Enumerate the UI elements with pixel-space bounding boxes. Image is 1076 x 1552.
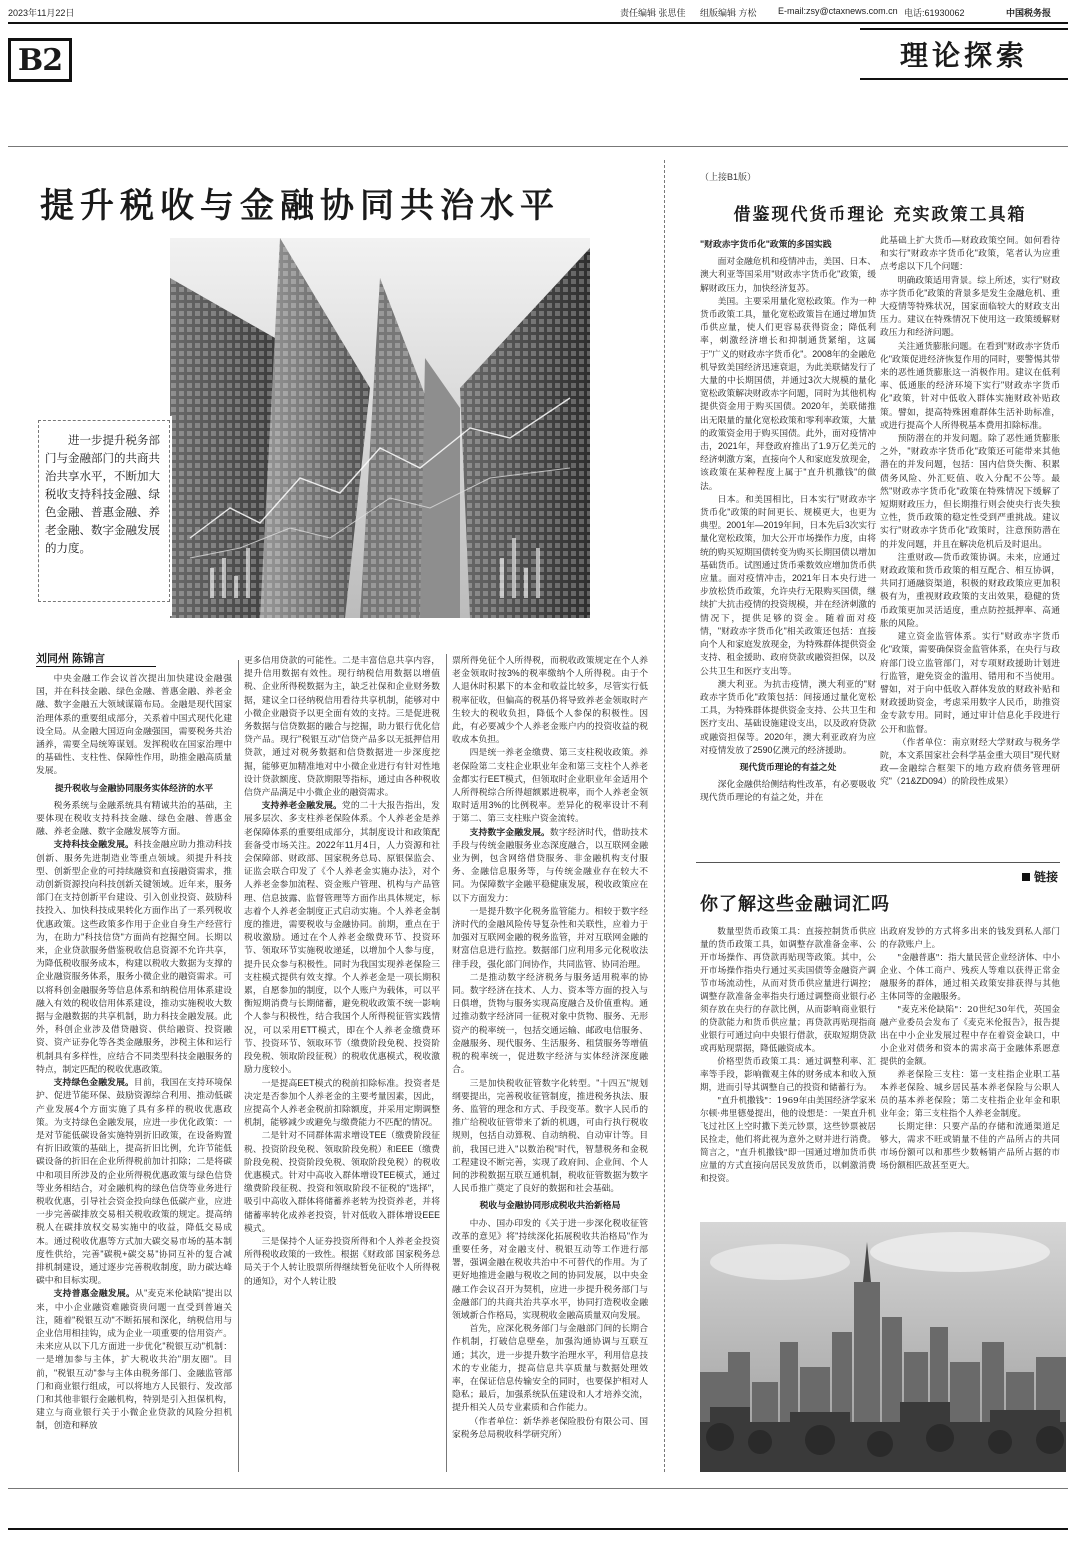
paragraph: 明确政策适用背景。综上所述，实行"财政赤字货币化"政策的背景多是发生金融危机、重大疫情等特殊状况，国家面临较大的财政支出压力。建议在特殊情况下使用这一政策缓解财政压力和经济问题。 <box>880 274 1060 338</box>
paragraph-lead: 支持养老金融发展。 <box>261 800 342 811</box>
paper-name: 中国税务报 <box>1006 8 1052 18</box>
masthead-rule <box>8 22 1068 24</box>
paragraph: 二是针对不同群体需求增设TEE（缴费阶段征税、投资阶段免税、领取阶段免税）和EEE（缴费阶段免税、投资阶段免税、领取阶段免税）的税收优惠模式。针对中高收入群体增设TEE模式，通过缴费阶段征税、投资和领取阶段不征税的"选择"，吸引中高收入群体将储蓄养老转为投资养老，并将储蓄率转化成养老投资，针对低收入群体增设EEE模式。 <box>244 1130 440 1233</box>
paragraph: 关注通货膨胀问题。在看到"财政赤字货币化"政策促进经济恢复作用的同时，要警惕其带来的恶性通货膨胀这一消极作用。建议在低利率、低通胀的经济环境下实行"财政赤字货币化"政策，针对中低收入群体实施财政补贴政策。譬如，提高特殊困难群体生活补助标准，或进行提高个人所得税基本费用扣除标准。 <box>880 340 1060 430</box>
issue-date: 2023年11月22日 <box>8 8 75 18</box>
paragraph: 首先，应深化税务部门与金融部门间的长期合作机制，打破信息壁垒，加强沟通协调与互联互通；其次，进一步提升数字治理水平，利用信息技术的专业能力，提高信息共享质量与数据处理效率，在保证信息传输安全的同时，也要保护相对人隐私；最后，加强系统队伍建设和人才培养交流，提升相关人员专业素质和合作能力。 <box>452 1323 648 1413</box>
paragraph: 此基础上扩大货币—财政政策空间。如何看待和实行"财政赤字货币化"政策，笔者认为应重点考虑以下几个问题： <box>880 235 1060 272</box>
paragraph: 注重财政—货币政策协调。未来，应通过财政政策和货币政策的相互配合、相互协调，共同打通融资渠道，积极的财政政策应更加积极有为，重视财政政策的支出效果，稳健的货币政策更加灵活适度，重点防控抵押率、高通胀的风险。 <box>880 551 1060 628</box>
paragraph: 预防潜在的并发问题。除了恶性通货膨胀之外，"财政赤字货币化"政策还可能带来其他潜在的并发问题，包括：国内信贷失衡、积累债务风险、外汇贬值、收入分配不公等。最然"财政赤字货币化"政策在特殊情况下缓解了短期财政压力，但长期推行则会使央行丧失独立性，货币政策的稳定性受到严重挑战。建议实行"财政赤字货币化"政策时，注意预防潜在的并发问题，并且在解决危机后及时退出。 <box>880 433 1060 549</box>
main-article-column-2 <box>244 654 440 1470</box>
paragraph: 美国。主要采用量化宽松政策。作为一种货币政策工具，量化宽松政策旨在通过增加货币供应量，使人们更容易获得资金；降低利率，刺激经济增长和抑制通货紧缩，这属于"广义的财政赤字货币化"。2008年的金融危机导致美国经济迅速衰退，为此美联储发行了大量的中长期国债，并通过3次大规模的量化宽松政策解决财政赤字问题，同时为其他机构提供资金用于购买国债。2020年，美联储推出无限量的量化宽松政策和零利率政策，大量的政策资金用于购买国债。此外，面对疫情冲击，2021年，拜登政府推出了1.9万亿美元的经济刺激方案，直接向个人和家庭发放现金，该政策在某种程度上属于"直升机撒钱"的做法。 <box>700 295 876 491</box>
paragraph: 中办、国办印发的《关于进一步深化税收征管改革的意见》将"持续深化拓展税收共治格局"作为重要任务，对金融支付、税银互动等工作进行部署，强调金融在税收共治中不可替代的作用。为了更好地推进金融与税收之间的协同发展，以中央金融工作会议召开为契机，应进一步提升税务部门与金融部门的共商共治共享水平，协同打造税收金融领域新合作格局，实现税收金融高质量双向发展。 <box>452 1217 648 1320</box>
paragraph <box>244 799 440 1076</box>
paragraph: 四是统一养老金缴费、第三支柱税收政策。养老保险第二支柱企业职业年金和第三支柱个人养老金都实行EET模式，但领取时企业职业年金适用个人所得税综合所得超额累进税率，而个人养老金领取时适用3%的比例税率。差异化的税率设计不利于第二、第三支柱账户资金流转。 <box>452 747 648 824</box>
column-divider <box>446 654 447 1472</box>
subheading: 税收与金融协同形成税收共治新格局 <box>479 1200 621 1211</box>
glossary-top-rule <box>696 862 1060 863</box>
square-bullet-icon <box>1022 873 1030 881</box>
main-article-column-3 <box>452 654 648 1470</box>
editor-email: E-mail:zsy@ctaxnews.com.cn <box>778 6 898 16</box>
subheading: 提升税收与金融协同服务实体经济的水平 <box>54 782 214 793</box>
masthead-strip <box>8 6 1068 20</box>
paragraph: 二是推动数字经济税务与服务适用税率的协同。数字经济在技术、人力、资本等方面的投入与日俱增，货物与服务实现高度融合及价值重构。通过推动数字经济同一征税对象中货物、服务、无形资产的税率统一，包括交通运输、邮政电信服务、金融服务、现代服务、生活服务、租赁服务等增值税的税率统一，促进数字经济与实体经济深度融合。 <box>452 971 648 1075</box>
paragraph-lead: 支持绿色金融发展。 <box>53 1077 134 1088</box>
glossary-entry: 出政府发钞的方式将多出来的钱发到私人部门的存款账户上。 <box>880 927 1060 950</box>
main-article-column-1 <box>36 672 232 1470</box>
deck-text: 进一步提升税务部门与金融部门的共商共治共享水平，不断加大税收支持科技金融、绿色金融、普惠金融、养老金融、数字金融发展的力度。 <box>45 433 160 555</box>
glossary-header <box>696 868 1058 916</box>
glossary-entry: "金融普惠"：指大量民营企业经济体、中小企业、个体工商户、残疾人等难以获得正常金融服务的群体，通过相关政策安排获得与其他主体同等的金融服务。 <box>880 953 1060 1002</box>
paragraph: 建立资金监管体系。实行"财政赤字货币化"政策，需要确保资金监管体系，在央行与政府部门设立监管部门，对专项财政援助计划进行监管，避免资金的滥用、错用和不当使用。譬如，对于向中低收入群体发放的财政补贴和财政援助资金，考虑采用数字人民币，助推资金专款专用。同时，通过审计信息化手段进行公开和监督。 <box>880 631 1060 734</box>
paragraph <box>36 838 232 1076</box>
glossary-entry: "麦克米伦缺陷"：20世纪30年代，英国金融产业委员会发布了《麦克米伦报告》，报告提出在中小企业发展过程中存在着资金缺口，中小企业对债务和资本的需求高于金融体系愿意提供的金额。 <box>880 1005 1060 1067</box>
paragraph: 一是提高EET模式的税前扣除标准。投资者是决定是否参加个人养老金的主要考量因素，因此，应提高个人养老金税前扣除额度，并采用定期调整机制，能够减少或避免与缴费能力不匹配的情况。 <box>244 1077 440 1128</box>
paragraph: 三是加快税收征管数字化转型。"十四五"规划纲要提出，完善税收征管制度，推进税务执法、服务、监管的理念和方式、手段变革。数字人民币的推广给税收征管带来了新的机遇，可由行执行税收规则，包括自动算税、自动纳税、自动审计等。目前，我国已进入"以数治税"时代，智慧税务和金税工程建设不断完善，实现了政府间、企业间、个人间的涉税数据互联互通机制，税收征管数据为数字人民币推广奠定了良好的数据和社会基础。 <box>452 1077 648 1194</box>
paragraph: 更多信用贷款的可能性。二是丰富信息共享内容，提升信用数据有效性。现行纳税信用数据以增值税、企业所得税数据为主，缺乏社保和企业财务数据，建议全口径纳税信用看待共享机制，能够对中小微企业融资予以更全面有效的支持。三是促进税务数据与信贷数据的融合与挖掘，助力银行优化信贷产品。现行"税银互动"信贷产品多以无抵押信用贷款，通过对税务数据和信贷数据进一步深度挖掘，能够更加精准地对中小微企业进行有针对性地设计贷款额度、贷款期限等指标，通过由各种税收信贷产品满足中小微企业的融资需求。 <box>244 655 440 798</box>
glossary-entry: 价格型货币政策工具：通过调整利率、汇率等手段，影响微观主体的财务成本和收入预期，进而引导其调整自己的投资和储蓄行为。 <box>700 1057 876 1093</box>
paragraph: 票所得免征个人所得税，而税收政策规定在个人养老金领取时按3%的税率缴纳个人所得税。由于个人退休时积累下的本金和收益比较多，尽管实行低税率征收，但偏高的税基仍将导致养老金领取时产生较大的税收负担，降低个人参保的积极性。因此，有必要减少个人养老金账户内的投资收益的税收成本负担。 <box>452 655 648 745</box>
glossary-entry: 养老保险三支柱：第一支柱指企业职工基本养老保险、城乡居民基本养老保险与公职人员的基本养老保险；第二支柱指企业年金和职业年金；第三支柱指个人养老金制度。 <box>880 1070 1060 1119</box>
paragraph: 三是保持个人证券投资所得和个人养老金投资所得税收政策的一致性。根据《财政部 国家税务总局关于个人转让股票所得继续暂免征收个人所得税的通知》，对个人转让股 <box>244 1235 440 1286</box>
city-skyline-photo <box>700 1222 1066 1472</box>
author-credit: （作者单位：新华养老保险股份有限公司、国家税务总局税收科学研究所） <box>452 1415 648 1439</box>
author-credit: （作者单位：南京财经大学财政与税务学院，本文系国家社会科学基金重大项目"现代财政—金融综合框架下的地方政府债务管理研究"（21&ZD094）的阶段性成果） <box>880 736 1060 787</box>
paragraph <box>36 1076 232 1287</box>
frame-bottom-rule <box>8 1488 1068 1489</box>
glossary-title: 你了解这些金融词汇吗 <box>700 894 890 914</box>
section-banner: 理论探索 <box>860 28 1068 80</box>
paragraph: 日本。和美国相比，日本实行"财政赤字货币化"政策的时间更长、规模更大，也更为典型。2001年—2019年间，日本先后3次实行量化宽松政策，加大公开市场操作力度，由将统的购买短期国债转变为购买长期国债以增加基础货币。试图通过货币乘数效应增加货币供应量。面对疫情冲击，2021年日本央行进一步放松货币政策，允许央行无限购买国债，继续扩大抗击疫情的投资规模，并在经济刺激的情况下，提供足够的资金。随着面对疫情，"财政赤字货币化"相关政策还包括：直接向个人和家庭发放现金，为特殊群体提供资金支持、租金援助、政府贷款或融资担保，以及公共卫生和医疗支出等。 <box>700 493 876 676</box>
link-tag <box>1022 868 1058 885</box>
glossary-column-1 <box>700 926 876 1218</box>
paragraph-body: 党的二十大报告指出，发展多层次、多支柱养老保险体系。个人养老金是养老保障体系的重要组成部分，其制度设计和政策配套备受市场关注。2022年11月4日，人力资源和社会保障部、财政部、国家税务总局、原银保监会、证监会联合印发了《个人养老金实施办法》，对个人养老金参加流程、资金账户管理、机构与产品管理、信息披露、监督管理等方面作出具体规定，标志着个人养老金制度正式启动实施。个人养老金制度的推进，需要税收与金融协同。前期，重点在于税收激励。通过在个人养老金缴费环节、投资环节、领取环节实施税收递延，以增加个人参与度，提升民众参与积极性。同时为我国实现养老保险三支柱模式提供有效支撑。个人养老金是一项长期积累，自愿参加的制度，以个人账户为载体，可以平衡短期消费与长期储蓄，避免税收政策不统一影响个人参与积极性，结合我国个人所得税征管实践情况，可以采用ETT模式，即在个人养老金缴费环节、投资环节、领取环节（缴费阶段免税、投资阶段免税、领取阶段征税）的税收优惠模式，税收激励力度较小。 <box>244 800 440 1075</box>
paragraph <box>452 826 648 905</box>
paragraph <box>36 1287 232 1432</box>
editor-credit: 责任编辑 张思佳 <box>620 8 686 18</box>
article-separator <box>664 160 665 1472</box>
glossary-entry: "直升机撒钱"：1969年由美国经济学家米尔顿·弗里德曼提出，他的设想是：一架直升机飞过社区上空时撒下美元钞票，这些钞票被居民捡走，他们将此视为意外之财并进行消费。简言之，"直升机撒钱"即一国通过增加货币供应量的方式直接向居民发放货币，以刺激消费和投资。 <box>700 1096 876 1184</box>
layout-editor-credit: 组版编辑 方松 <box>700 8 757 18</box>
glossary-column-2 <box>880 926 1060 1218</box>
side-article-column-1 <box>700 234 876 854</box>
byline: 刘同州 陈锦言 <box>36 650 156 667</box>
paragraph: 深化金融供给侧结构性改革，有必要吸收现代货币理论的有益之处，并在 <box>700 779 876 803</box>
page-number: B2 <box>8 38 72 82</box>
paragraph-lead: 支持普惠金融发展。 <box>53 1288 136 1299</box>
column-divider <box>238 660 239 1472</box>
paragraph: 澳大利亚。为抗击疫情，澳大利亚的"财政赤字货币化"政策包括：间接通过量化宽松工具，为特殊群体提供资金支持、公共卫生和医疗支出、基础设施建设支出，以及政府贷款或融资担保等。2020年，澳大利亚政府为应对疫情发放了2590亿澳元的经济援助。 <box>700 678 876 755</box>
glossary-entry: 长期定律：只要产品的存储和流通渠道足够大，需求不旺或销量不佳的产品所占的共同市场份额可以和那些少数畅销产品所占据的市场份额相匹敌甚至更大。 <box>880 1122 1060 1171</box>
frame-top-rule <box>8 146 1068 147</box>
paragraph-body: 从"麦克米伦缺陷"提出以来，中小企业融资难融资贵问题一直受到普遍关注，随着"税银互动"不断拓展和深化，纳税信用与企业信用相挂钩，成为企业一项重要的信用资产。未来应从以下几方面进一步优化"税银互动"机制：一是增加参与主体，扩大税收共治"朋友圈"。目前，"税银互动"参与主体由税务部门、金融监管部门和商业银行组成，可以将地方人民银行、发改部门和其他非银行金融机构，特别是引入担保机构，建立与商业银行关于小微企业贷款的风险分担机制，创造和释放 <box>36 1288 232 1431</box>
page-bottom-rule <box>8 1528 1068 1530</box>
subheading: 现代货币理论的有益之处 <box>739 761 837 772</box>
paragraph: 一是提升数字化税务监管能力。相较于数字经济时代的金融风险传导复杂性和关联性，应着力于加强对互联网金融的税务监管，并对互联网金融的财富信息进行监控。数据部门应利用多元化税收法律手段，强化部门间协作，共同监管、协同治理。 <box>452 905 648 969</box>
paragraph-body: 目前，我国在支持环境保护、促进节能环保、鼓励资源综合利用、推动低碳产业发展4个方面实施了具有多样的税收优惠政策。为支持绿色金融发展，应进一步优化政策：一是对节能低碳设备实施特别折旧政策，在设备购置有折旧政策的基础上，提高折旧比例，允许节能低碳设备的折旧在企业所得税前加计扣除；二是将碳中和项目所涉及的企业所得税优惠政策与绿色信贷等业务相结合，对金融机构的绿色信贷等业务进行税收优惠，引导社会资金投向绿色低碳产业，应进一步完善碳排放交易相关税收政策的规定。提高纳税人在碳排放权交易实施中的收益，降低交易成本。通过税收优惠等方式加大碳交易市场的基本制度性供给，完善"碳税+碳交易"协同互补的复合减排机制建设，通过逐步完善税收制度，助力碳达峰碳中和目标实现。 <box>36 1077 232 1286</box>
paragraph-body: 科技金融应助力推动科技创新、服务先进制造业等重点领域。须提升科技型、创新型企业的可持续融资和直接融资需求，推动创新资源投向科技创新关键领域。近年来，服务部门在支持创新平台建设、引入创业投资、鼓励科技投入、加快科技成果转化方面作出了一系列税收优惠政策。这些政策多作用于企业自身生产经营行为，在助力"科技信贷"方面尚有挖掘空间。长期以来，企业贷款服务借鉴税收信息资源不允许共享，为降低税收服务成本，构建以税收大数据为支撑的企业融资服务体系，服务小微企业的融资需求。可以将科创金融服务等信息体系和纳税信用体系建设融入有效的税收信用体系建设，推动实施税收大数据与金融数据的共享机制，助力科技金融发展。此外，科创企业涉及借贷融资、供给融资、投资融资、资产证券化等各类金融服务，涉税主体和运行机制具有多样性，应结合不同类型科技金融服务的特点，制定匹配的税收优惠政策。 <box>36 839 232 1074</box>
subheading: "财政赤字货币化"政策的多国实践 <box>700 239 832 249</box>
link-tag-label: 链接 <box>1033 870 1058 884</box>
deck-box <box>38 420 170 602</box>
editor-phone: 电话:61930062 <box>904 8 965 18</box>
paragraph: 税务系统与金融系统具有精诚共治的基础，主要体现在税收支持科技金融、绿色金融、普惠金融、养老金融、数字金融发展等方面。 <box>36 799 232 837</box>
glossary-entry: 数量型货币政策工具：直接控制货币供应量的货币政策工具，如调整存款准备金率、公开市场操作、再贷款再贴现等政策。其中，公开市场操作指央行通过买卖国债等金融资产调节市场流动性，从而对货币供应量进行调控；调整存款准备金率指央行通过调整商业银行必须存放在央行的存款比例，从而影响商业银行的贷款能力和货币供应量；再贷款再贴现指商业银行可通过向中央银行借款，获取短期贷款或再贴现票据，降低融资成本。 <box>700 927 876 1054</box>
side-article-column-2 <box>880 234 1060 854</box>
skyscraper-photo <box>170 238 590 618</box>
continued-from-label: （上接B1版） <box>700 172 757 182</box>
paragraph-lead: 支持科技金融发展。 <box>53 839 134 850</box>
side-article-headline: 借鉴现代货币理论 充实政策工具箱 <box>733 205 1027 225</box>
paragraph: 面对金融危机和疫情冲击，美国、日本、澳大利亚等国采用"财政赤字货币化"政策，缓解财政压力，加快经济复苏。 <box>700 256 876 293</box>
paragraph-body: 数字经济时代，借助技术手段与传统金融服务业态深度融合，以互联网金融业为例，包含网络借贷服务、非金融机构支付服务、金融信息服务等，与传统金融业存在较大不同。为保障数字金融平稳健康发展，税收政策应在以下方面发力： <box>452 826 648 903</box>
paragraph: 中央金融工作会议首次提出加快建设金融强国，并在科技金融、绿色金融、普惠金融、养老金融、数字金融五大领域谋篇布局。金融是现代国家治理体系的重要组成部分，关系着中国式现代化建设全局。从金融大国迈向金融强国，需要税务共治涵养，需要全局统筹谋划。发挥税收在国家治理中的基础性、支柱性、保障性作用，助推金融高质量发展。 <box>36 673 232 776</box>
main-headline: 提升税收与金融协同共治水平 <box>40 186 560 226</box>
paragraph-lead: 支持数字金融发展。 <box>469 826 550 837</box>
